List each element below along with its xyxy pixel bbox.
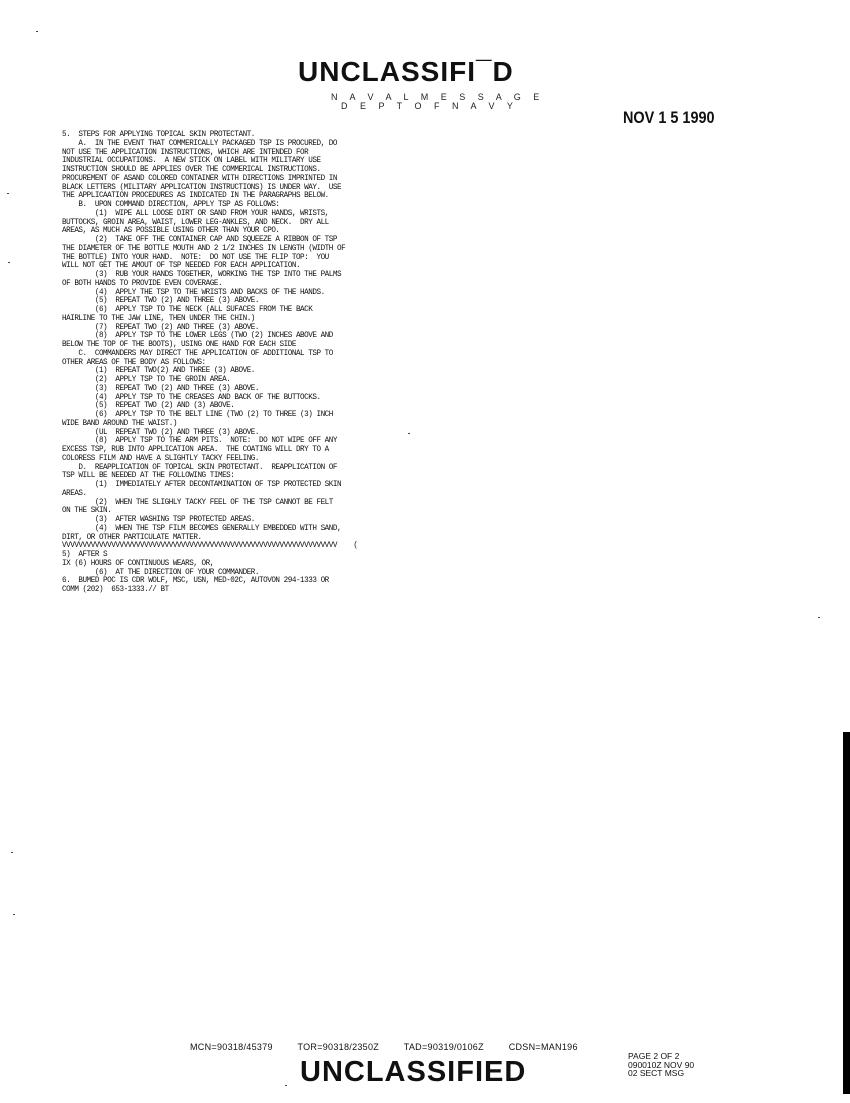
body-line: (6) APPLY TSP TO THE BELT LINE (TWO (2) TO THREE (3) INCH bbox=[62, 410, 333, 419]
body-line: 5) AFTER S bbox=[62, 550, 108, 559]
cdsn-id: CDSN=MAN196 bbox=[508, 1042, 578, 1052]
tad-id: TAD=90319/0106Z bbox=[403, 1042, 484, 1052]
body-line: AREAS, AS MUCH AS POSSIBLE USING OTHER THAN YOUR CPO. bbox=[62, 226, 280, 236]
message-body bbox=[62, 131, 415, 595]
body-line: A. IN THE EVENT THAT COMMERICALLY PACKAGED TSP IS PROCURED, DO bbox=[62, 138, 338, 148]
body-line: (1) REPEAT TWO(2) AND THREE (3) ABOVE. bbox=[62, 366, 255, 376]
body-line: WILL NOT GET THE AMOUT OF TSP NEEDED FOR EACH APPLICATION. bbox=[62, 261, 301, 271]
routing-line bbox=[190, 1042, 600, 1052]
scan-speck bbox=[8, 262, 10, 263]
mcn-id: MCN=90318/45379 bbox=[190, 1042, 273, 1052]
body-line: ON THE SKIN. bbox=[62, 506, 112, 516]
body-line: EXCESS TSP, RUB INTO APPLICATION AREA. THE COATING WILL DRY TO A bbox=[62, 445, 329, 454]
header-classification: UNCLASSIFI¯D bbox=[298, 56, 514, 87]
body-line: THE BOTTLE) INTO YOUR HAND. NOTE: DO NOT USE THE FLIP TOP: YOU bbox=[62, 252, 329, 262]
body-line: D. REAPPLICATION OF TOPICAL SKIN PROTECTANT. REAPPLICATION OF bbox=[62, 462, 338, 472]
scan-speck bbox=[36, 31, 38, 32]
date-stamp: NOV 1 5 1990 bbox=[623, 108, 715, 127]
body-line: INSTRUCTION SHOULD BE APPLIES OVER THE COMMERICAL INSTRUCTIONS. bbox=[62, 165, 321, 174]
section-label: 02 SECT MSG bbox=[628, 1068, 685, 1078]
body-line: 5. STEPS FOR APPLYING TOPICAL SKIN PROTECTANT. bbox=[62, 130, 255, 139]
body-line: IX (6) HOURS OF CONTINUOUS WEARS, OR, bbox=[62, 558, 214, 568]
body-line: HAIRLINE TO THE JAW LINE, THEN UNDER THE CHIN.) bbox=[62, 313, 255, 323]
body-line: OTHER AREAS OF THE BODY AS FOLLOWS: bbox=[62, 357, 206, 367]
body-line: (UL REPEAT TWO (2) AND THREE (3) ABOVE. bbox=[62, 427, 260, 437]
message-dtg: 090010Z NOV 90 bbox=[628, 1059, 695, 1070]
body-line: NOT USE THE APPLICATION INSTRUCTIONS, WHICH ARE INTENDED FOR bbox=[62, 147, 309, 157]
body-line: WIDE BAND AROUND THE WAIST.) bbox=[62, 418, 177, 428]
body-line: OF BOTH HANDS TO PROVIDE EVEN COVERAGE. bbox=[62, 278, 223, 288]
department: D E P T O F N A V Y bbox=[341, 101, 518, 111]
body-line: (6) APPLY TSP TO THE NECK (ALL SUFACES FROM THE BACK bbox=[62, 305, 313, 314]
body-line: (4) APPLY TSP TO THE CREASES AND BACK OF THE BUTTOCKS. bbox=[62, 392, 321, 402]
page-number: PAGE 2 OF 2 bbox=[628, 1051, 680, 1061]
body-line: DIRT, OR OTHER PARTICULATE MATTER. bbox=[62, 532, 202, 542]
body-line: (2) TAKE OFF THE CONTAINER CAP AND SQUEEZE A RIBBON OF TSP bbox=[62, 235, 338, 244]
body-line: COMM (202) 653-1333.// BT bbox=[62, 585, 169, 594]
body-line: (5) REPEAT TWO (2) AND (3) ABOVE. bbox=[62, 401, 235, 411]
body-line: COLORESS FILM AND HAVE A SLIGHTLY TACKY FEELING. bbox=[62, 453, 260, 463]
body-line: (4) APPLY THE TSP TO THE WRISTS AND BACKS OF THE HANDS. bbox=[62, 287, 325, 297]
tor-id: TOR=90318/2350Z bbox=[297, 1042, 380, 1052]
scan-speck bbox=[818, 617, 820, 618]
scan-speck bbox=[7, 193, 9, 194]
body-line: (6) AT THE DIRECTION OF YOUR COMMANDER. bbox=[62, 567, 260, 577]
body-line: (5) REPEAT TWO (2) AND THREE (3) ABOVE. bbox=[62, 296, 260, 306]
body-line: THE DIAMETER OF THE BOTTLE MOUTH AND 2 1/2 INCHES IN LENGTH (WIDTH OF bbox=[62, 243, 346, 253]
body-line: (8) APPLY TSP TO THE ARM PITS. NOTE: DO NOT WIPE OFF ANY bbox=[62, 436, 338, 446]
body-line: INDUSTRIAL OCCUPATIONS. A NEW STICK ON LABEL WITH MILITARY USE bbox=[62, 156, 321, 166]
scan-speck bbox=[11, 852, 13, 853]
page-info bbox=[628, 1052, 694, 1078]
body-line: THE APPLICAATION PROCEDURES AS INDICATED IN THE PARAGRAPHS BELOW. bbox=[62, 191, 329, 201]
scan-speck bbox=[13, 914, 15, 915]
body-line: (1) IMMEDIATELY AFTER DECONTAMINATION OF TSP PROTECTED SKIN bbox=[62, 480, 342, 489]
body-line: (4) WHEN THE TSP FILM BECOMES GENERALLY EMBEDDED WITH SAND, bbox=[62, 523, 342, 533]
scan-speck bbox=[285, 1085, 287, 1086]
body-line: (2) WHEN THE SLIGHLY TACKY FEEL OF THE TSP CANNOT BE FELT bbox=[62, 497, 333, 507]
body-line: 6. BUMED POC IS CDR WOLF, MSC, USN, MED-02C, AUTOVON 294-1333 OR bbox=[62, 576, 329, 586]
footer-classification: UNCLASSIFIED bbox=[300, 1056, 527, 1088]
body-line: VVVVVVVVVVVVVVVVVVVVVVVVVVVVVVVVVVVVVVVVVVVVVVVVVVVVVVVVVVVVVVVVVVV ( bbox=[62, 541, 358, 551]
body-line: AREAS. bbox=[62, 488, 87, 498]
body-line: PROCUREMENT OF ASAND COLORED CONTAINER WITH DIRECTIONS IMPRINTED IN bbox=[62, 173, 338, 183]
body-line: BELOW THE TOP OF THE BOOTS), USING ONE HAND FOR EACH SIDE bbox=[62, 340, 296, 349]
body-line: B. UPON COMMAND DIRECTION, APPLY TSP AS FOLLOWS: bbox=[62, 200, 280, 209]
body-line: (1) WIPE ALL LOOSE DIRT OR SAND FROM YOUR HANDS, WRISTS, bbox=[62, 208, 329, 218]
body-line: (8) APPLY TSP TO THE LOWER LEGS (TWO (2) INCHES ABOVE AND bbox=[62, 331, 333, 341]
body-line: (3) REPEAT TWO (2) AND THREE (3) ABOVE. bbox=[62, 383, 260, 393]
body-line: C. COMMANDERS MAY DIRECT THE APPLICATION OF ADDITIONAL TSP TO bbox=[62, 348, 333, 358]
body-line: BLACK LETTERS (MILITARY APPLICATION INSTRUCTIONS) IS UNDER WAY. USE bbox=[62, 182, 342, 192]
body-line: BUTTOCKS, GROIN AREA, WAIST, LOWER LEG-ANKLES, AND NECK. DRY ALL bbox=[62, 217, 329, 227]
message-type: N A V A L M E S S A G E bbox=[331, 92, 545, 102]
scan-edge-bar bbox=[843, 732, 850, 1094]
scan-speck bbox=[408, 433, 410, 434]
body-line: TSP WILL BE NEEDED AT THE FOLLOWING TIMES: bbox=[62, 471, 235, 481]
body-line: (2) APPLY TSP TO THE GROIN AREA. bbox=[62, 375, 231, 384]
body-line: (3) AFTER WASHING TSP PROTECTED AREAS. bbox=[62, 515, 255, 524]
body-line: (7) REPEAT TWO (2) AND THREE (3) ABOVE. bbox=[62, 322, 260, 332]
body-line: (3) RUB YOUR HANDS TOGETHER, WORKING THE TSP INTO THE PALMS bbox=[62, 270, 342, 279]
